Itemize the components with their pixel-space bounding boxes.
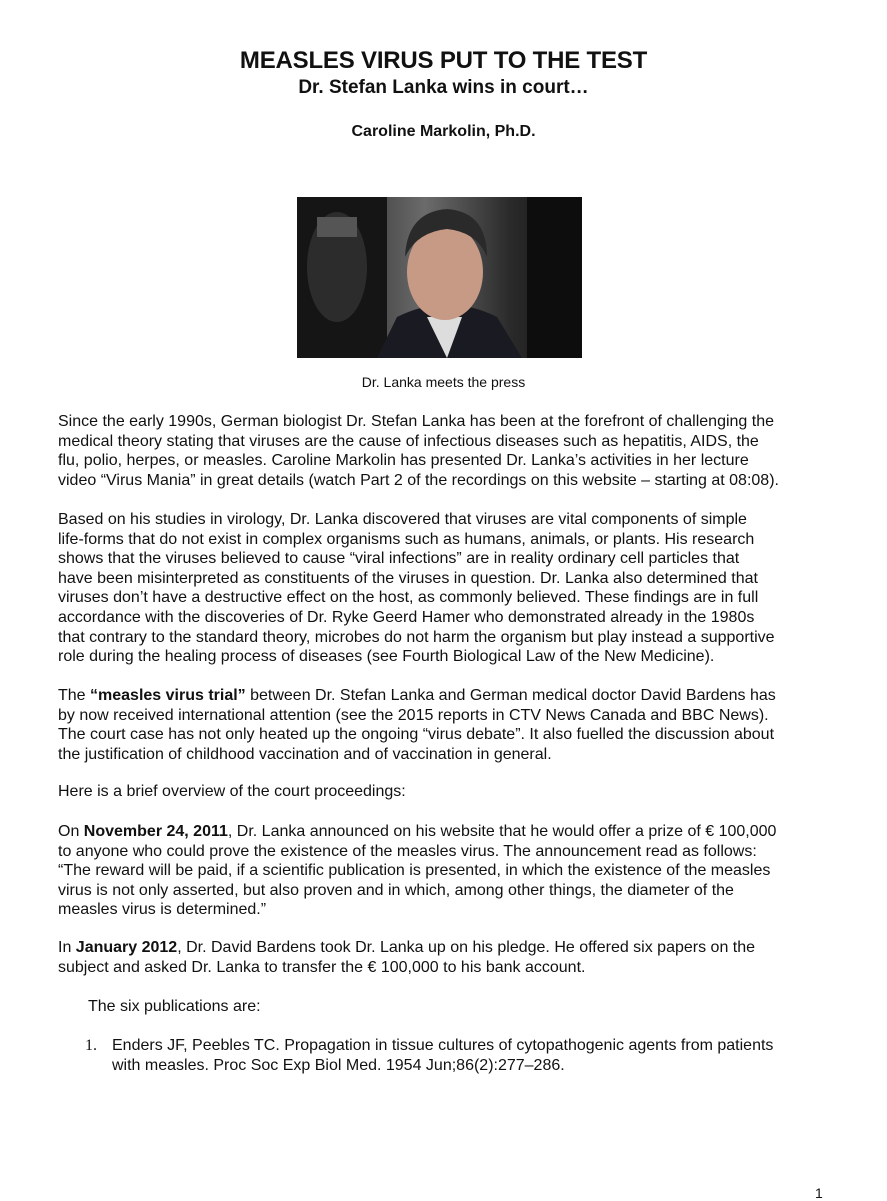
text-segment: subject and asked Dr. Lanka to transfer the € 100,000 to his bank account. [58, 958, 586, 976]
text-segment: The court case has not only heated up the ongoing “virus debate”. It also fuelled the discussion about [58, 726, 775, 744]
text-line [58, 842, 776, 862]
text-line [58, 900, 776, 920]
text-segment: virus is not only asserted, but also proven and in which, among other things, the diameter of the [58, 881, 734, 899]
text-segment: viruses don’t have a destructive effect on the host, as commonly believed. These findings are in full [58, 589, 759, 607]
text-segment: , Dr. Lanka announced on his website that he would offer a prize of € 100,000 [227, 823, 777, 840]
text-segment: medical theory stating that viruses are the cause of infectious diseases such as hepatitis, AIDS, the [58, 432, 759, 450]
paragraph [58, 412, 779, 490]
document-title: MEASLES VIRUS PUT TO THE TEST [239, 47, 648, 74]
text-line [58, 782, 406, 802]
text-segment: “The reward will be paid, if a scientific publication is presented, in which the existence of the measles [58, 862, 771, 880]
text-segment: On [58, 823, 84, 840]
photo-caption: Dr. Lanka meets the press [361, 374, 526, 390]
text-segment: In [58, 939, 76, 956]
text-line: Enders JF, Peebles TC. Propagation in tissue cultures of cytopathogenic agents from patients [112, 1037, 774, 1054]
text-line [58, 861, 776, 881]
text-line [58, 822, 776, 842]
paragraph [58, 510, 775, 667]
text-segment: , Dr. David Bardens took Dr. Lanka up on his pledge. He offered six papers on the [177, 939, 756, 956]
text-line [58, 530, 775, 550]
text-segment: The [58, 687, 91, 704]
text-segment: Since the early 1990s, German biologist Dr. Stefan Lanka has been at the forefront of challenging the [58, 413, 775, 430]
author-name: Caroline Markolin, Ph.D. [351, 123, 536, 140]
text-line [58, 647, 775, 667]
bold-text: November 24, 2011 [83, 823, 228, 840]
text-segment: video “Virus Mania” in great details (watch Part 2 of the recordings on this website – starting at 08:08). [58, 471, 779, 489]
bold-text: January 2012 [75, 939, 178, 956]
text-line [58, 451, 779, 471]
paragraph [58, 782, 406, 802]
text-line [58, 628, 775, 648]
text-line [58, 958, 755, 978]
paragraph [58, 822, 776, 920]
text-line [58, 432, 779, 452]
paragraph [58, 686, 776, 764]
text-line [58, 881, 776, 901]
text-line [58, 938, 755, 958]
text-line [58, 588, 775, 608]
list-number: 1. [85, 1037, 97, 1054]
text-segment: measles virus is determined.” [58, 901, 267, 919]
text-line [58, 471, 779, 491]
text-segment: that contrary to the standard theory, microbes do not harm the organism but play instead a supportive [58, 628, 775, 646]
text-line: with measles. Proc Soc Exp Biol Med. 1954 Jun;86(2):277–286. [112, 1056, 565, 1074]
text-line [58, 686, 776, 706]
text-segment: life-forms that do not exist in complex organisms such as humans, animals, or plants. His research [58, 530, 755, 548]
paragraph [58, 938, 755, 977]
portrait-illustration [297, 197, 582, 358]
text-line [58, 706, 776, 726]
text-line [58, 569, 775, 589]
page-number: 1 [815, 1185, 823, 1201]
text-segment: role during the healing process of diseases (see Fourth Biological Law of the New Medicine). [58, 648, 715, 666]
text-segment: by now received international attention (see the 2015 reports in CTV News Canada and BBC News). [58, 706, 769, 724]
text-segment: Here is a brief overview of the court proceedings: [58, 783, 406, 800]
text-line [58, 510, 775, 530]
text-line [58, 725, 776, 745]
text-segment: The six publications are: [88, 998, 261, 1015]
text-segment: accordance with the discoveries of Dr. Ryke Geerd Hamer who demonstrated already in the 1980s [58, 608, 755, 626]
bold-text: “measles virus trial” [90, 687, 246, 704]
text-segment: flu, polio, herpes, or measles. Caroline Markolin has presented Dr. Lanka’s activities in her lecture [58, 452, 749, 470]
text-line [58, 412, 779, 432]
text-line [58, 549, 775, 569]
text-segment: the justification of childhood vaccination and of vaccination in general. [58, 745, 552, 763]
press-photo [297, 197, 582, 358]
text-line [88, 997, 261, 1017]
text-segment: Based on his studies in virology, Dr. Lanka discovered that viruses are vital components of simple [58, 511, 747, 528]
document-subtitle: Dr. Stefan Lanka wins in court… [298, 77, 589, 98]
text-segment: have been misinterpreted as constituents of the viruses in question. Dr. Lanka also determined that [58, 569, 758, 587]
text-line [58, 608, 775, 628]
text-segment: to anyone who could prove the existence of the measles virus. The announcement read as follows: [58, 842, 757, 860]
paragraph [88, 997, 261, 1017]
text-segment: between Dr. Stefan Lanka and German medical doctor David Bardens has [245, 687, 776, 704]
text-segment: shows that the viruses believed to cause “viral infections” are in reality ordinary cell particles that [58, 550, 740, 568]
publication-list-item [112, 1036, 773, 1075]
text-line [58, 745, 776, 765]
